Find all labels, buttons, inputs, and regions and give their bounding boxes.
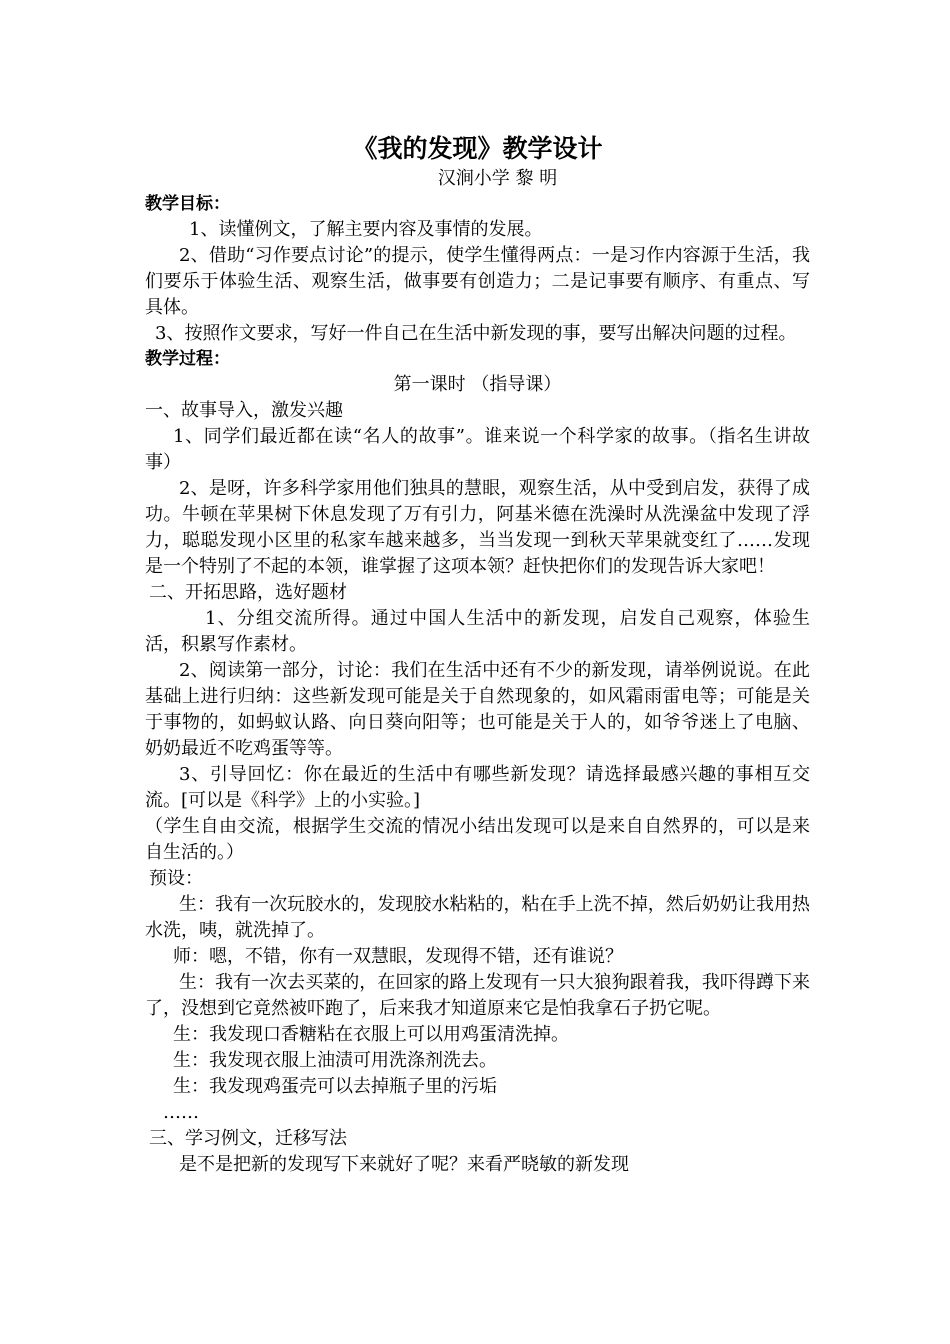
dialogue-line: 师：嗯，不错，你有一双慧眼，发现得不错，还有谁说？: [173, 946, 623, 967]
paragraph: 预设：: [149, 868, 203, 889]
dialogue-line: 生：我有一次去买菜的，在回家的路上发现有一只大狼狗跟着我，我吓得蹲下来了，没想到它竟然被吓跑了，后来我才知道原来它是怕我拿石子扔它呢。: [145, 972, 810, 1019]
document-page: [145, 132, 810, 1178]
document-title: 《我的发现》教学设计: [352, 134, 603, 163]
dialogue-line: 生：我发现鸡蛋壳可以去掉瓶子里的污垢: [173, 1076, 497, 1097]
section-title: 一、故事导入，激发兴趣: [145, 400, 343, 421]
author-line: 汉涧小学 黎 明: [437, 168, 558, 189]
paragraph: 2、阅读第一部分，讨论：我们在生活中还有不少的新发现，请举例说说。在此基础上进行归纳：这些新发现可能是关于自然现象的，如风霜雨雷电等；可能是关于事物的，如蚂蚁认路、向日葵向阳等；也可能是关于人的，如爷爷迷上了电脑、奶奶最近不吃鸡蛋等等。: [145, 660, 810, 759]
dialogue-line: 生：我发现衣服上油渍可用洗涤剂洗去。: [173, 1050, 497, 1071]
goal-item: 2、借助“习作要点讨论”的提示，使学生懂得两点：一是习作内容源于生活，我们要乐于体验生活、观察生活，做事要有创造力；二是记事要有顺序、有重点、写具体。: [145, 245, 810, 318]
paragraph: （学生自由交流，根据学生交流的情况小结出发现可以是来自自然界的，可以是来自生活的。）: [145, 816, 810, 863]
section-title: 二、开拓思路，选好题材: [149, 582, 347, 603]
paragraph: 3、引导回忆：你在最近的生活中有哪些新发现？请选择最感兴趣的事相互交流。[可以是《科学》上的小实验。]: [145, 764, 810, 811]
paragraph: 1、分组交流所得。通过中国人生活中的新发现，启发自己观察，体验生活，积累写作素材。: [145, 608, 810, 655]
section-title: 三、学习例文，迁移写法: [149, 1128, 347, 1149]
lesson-title: 第一课时 （指导课）: [393, 374, 562, 395]
goal-item: 1、读懂例文，了解主要内容及事情的发展。: [189, 219, 543, 240]
paragraph: 1、同学们最近都在读“名人的故事”。谁来说一个科学家的故事。（指名生讲故事）: [145, 426, 810, 473]
ellipsis: ……: [163, 1102, 199, 1123]
dialogue-line: 生：我发现口香糖粘在衣服上可以用鸡蛋清洗掉。: [173, 1024, 569, 1045]
process-heading: 教学过程：: [145, 349, 230, 369]
paragraph: 2、是呀，许多科学家用他们独具的慧眼，观察生活，从中受到启发，获得了成功。牛顿在苹果树下休息发现了万有引力，阿基米德在洗澡时从洗澡盆中发现了浮力，聪聪发现小区里的私家车越来越多，当当发现一到秋天苹果就变红了……发现是一个特别了不起的本领，谁掌握了这项本领？赶快把你们的发现告诉大家吧！: [145, 478, 810, 577]
dialogue-line: 生：我有一次玩胶水的，发现胶水粘粘的，粘在手上洗不掉，然后奶奶让我用热水洗，咦，就洗掉了。: [145, 894, 810, 941]
goals-heading: 教学目标：: [145, 194, 230, 214]
paragraph: 是不是把新的发现写下来就好了呢？来看严晓敏的新发现: [179, 1154, 629, 1175]
goal-item: 3、按照作文要求，写好一件自己在生活中新发现的事，要写出解决问题的过程。: [155, 323, 797, 344]
